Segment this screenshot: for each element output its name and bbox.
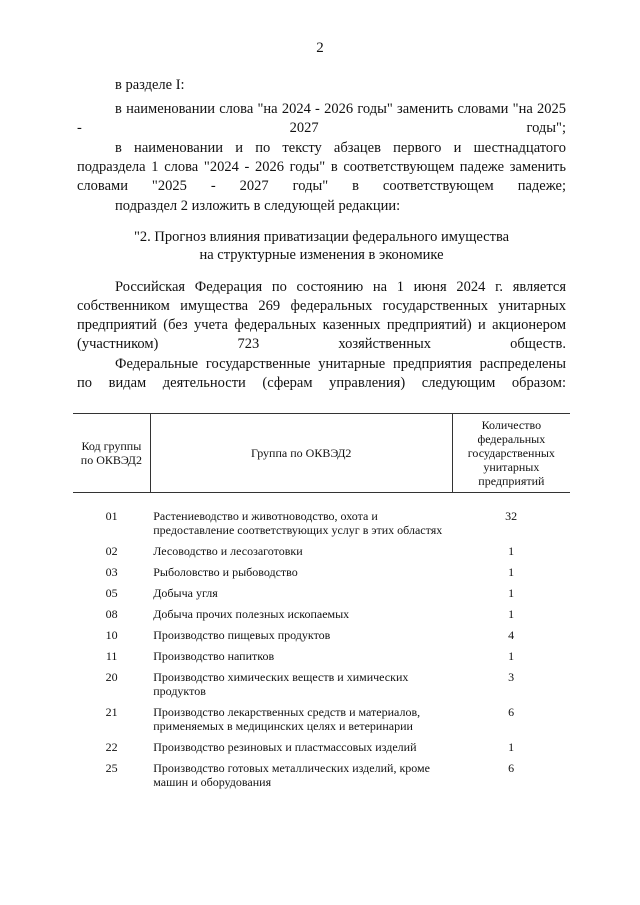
row-name: Растениеводство и животноводство, охота и предоставление соответствующих услуг в этих областях xyxy=(153,509,443,537)
table-row xyxy=(73,705,570,740)
row-name: Производство резиновых и пластмассовых изделий xyxy=(153,740,417,754)
row-name: Добыча прочих полезных ископаемых xyxy=(153,607,350,621)
table-row xyxy=(73,649,570,670)
row-count: 1 xyxy=(508,649,515,663)
row-count: 32 xyxy=(505,509,518,523)
row-code: 20 xyxy=(105,670,118,684)
page-number: 2 xyxy=(316,40,324,56)
table-row xyxy=(73,740,570,761)
row-code: 01 xyxy=(105,509,118,523)
row-code: 21 xyxy=(105,705,118,719)
row-code: 03 xyxy=(105,565,118,579)
paragraph-distribution: Федеральные государственные унитарные предприятия распределены по видам деятельности (сферам управления) следующим образом: xyxy=(77,356,566,391)
section-heading-line-1: "2. Прогноз влияния приватизации федерального имущества xyxy=(133,229,510,245)
row-name: Производство пищевых продуктов xyxy=(153,628,331,642)
row-count: 1 xyxy=(508,586,515,600)
row-name: Лесоводство и лесозаготовки xyxy=(153,544,303,558)
paragraph-section-1: в разделе I: xyxy=(115,77,185,93)
row-code: 02 xyxy=(105,544,118,558)
table-header-row xyxy=(73,414,570,493)
row-code: 25 xyxy=(105,761,118,775)
table-row xyxy=(73,607,570,628)
paragraph-rename-text: в наименовании и по тексту абзацев первого и шестнадцатого подраздела 1 слова "2024 - 2026 годы" в соответствующем падеже заменить словами "2025 - 2027 годы" в соответствующем падеже; xyxy=(77,140,566,194)
row-name: Производство химических веществ и химических продуктов xyxy=(153,670,409,698)
row-count: 1 xyxy=(508,544,515,558)
header-code: Код группы по ОКВЭД2 xyxy=(73,414,150,493)
table-row xyxy=(73,565,570,586)
row-count: 6 xyxy=(508,761,515,775)
section-heading-line-2: на структурные изменения в экономике xyxy=(199,247,444,263)
row-code: 22 xyxy=(105,740,118,754)
row-name: Производство напитков xyxy=(153,649,275,663)
row-count: 4 xyxy=(508,628,515,642)
table-row xyxy=(73,628,570,649)
table-row xyxy=(73,544,570,565)
paragraph-new-edition: подраздел 2 изложить в следующей редакции: xyxy=(115,198,401,214)
paragraph-ownership: Российская Федерация по состоянию на 1 июня 2024 г. является собственником имущества 269 федеральных государственных унитарных предприятий (без учета федеральных казенных предприятий) и акционером (участником) 723 хозяйственных обществ. xyxy=(77,279,566,352)
header-count: Количество федеральных государственных унитарных предприятий xyxy=(452,414,570,493)
row-count: 1 xyxy=(508,607,515,621)
header-group: Группа по ОКВЭД2 xyxy=(150,414,452,493)
row-name: Производство готовых металлических изделий, кроме машин и оборудования xyxy=(153,761,430,789)
row-count: 1 xyxy=(508,740,515,754)
row-name: Производство лекарственных средств и материалов, применяемых в медицинских целях и ветеринарии xyxy=(153,705,421,733)
table-row xyxy=(73,509,570,544)
row-name: Рыболовство и рыбоводство xyxy=(153,565,298,579)
table-row xyxy=(73,670,570,705)
row-name: Добыча угля xyxy=(153,586,218,600)
okved-table xyxy=(73,413,570,796)
paragraph-rename-title: в наименовании слова "на 2024 - 2026 годы" заменить словами "на 2025 - 2027 годы"; xyxy=(77,101,566,136)
row-code: 11 xyxy=(105,649,118,663)
row-count: 1 xyxy=(508,565,515,579)
row-code: 08 xyxy=(105,607,118,621)
row-count: 6 xyxy=(508,705,515,719)
table-row xyxy=(73,761,570,796)
row-count: 3 xyxy=(508,670,515,684)
table-row xyxy=(73,586,570,607)
row-code: 10 xyxy=(105,628,118,642)
row-code: 05 xyxy=(105,586,118,600)
